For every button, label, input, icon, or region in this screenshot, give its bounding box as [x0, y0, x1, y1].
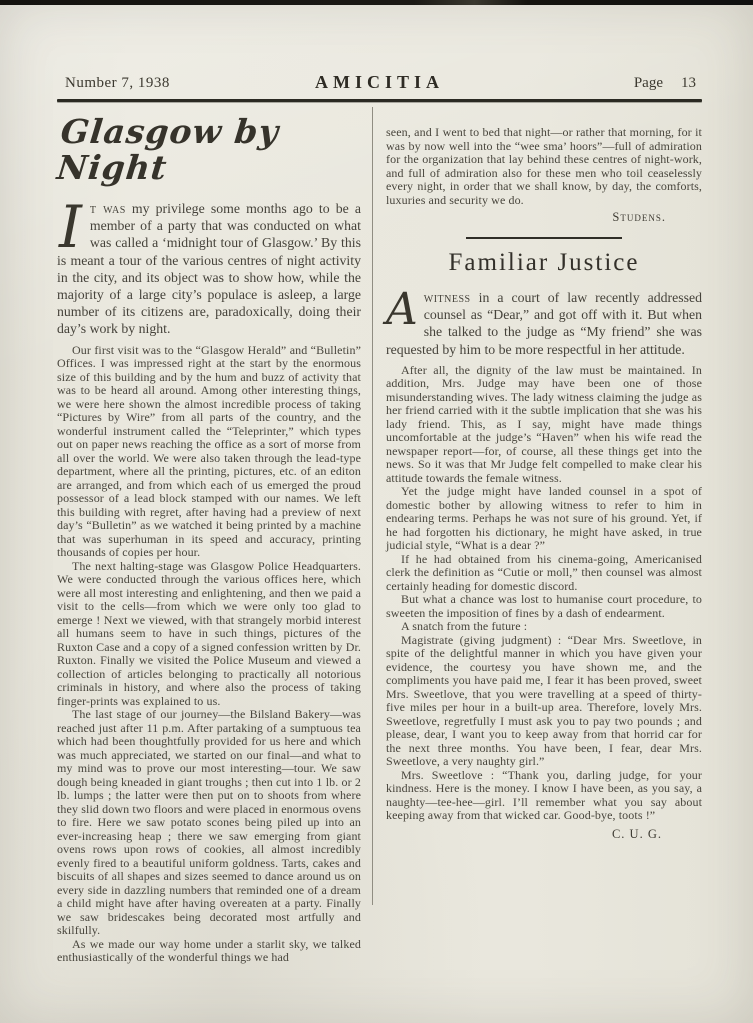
- scan-top-edge: [0, 0, 753, 5]
- article-familiar-justice: [386, 249, 702, 842]
- justice-paragraph: Magistrate (giving judgment) : “Dear Mrs. Sweetlove, in spite of the delightful manner in which you have given your evidence, the courtesy you have shown me, and the compliments you have paid me, I fear it has been proved, sweet Mrs. Sweetlove, that you were travelling at a speed of thirty-five miles per hour in a built-up area. Therefore, lovely Mrs. Sweetlove, regretfully I must ask you to pay two pounds ; and please, dear, I want you to keep away from that horrid car for the next three months. You have been, I fear, dear Mrs. Sweetlove, a very naughty girl.”: [386, 632, 702, 769]
- column-divider: [372, 107, 373, 905]
- section-divider-rule: [466, 237, 622, 239]
- drop-cap-i: I: [59, 193, 82, 261]
- page-number: [634, 75, 696, 92]
- glasgow-lead-paragraph: [57, 193, 362, 338]
- justice-lead-paragraph: [386, 284, 702, 358]
- glasgow-continuation-paragraph: seen, and I went to bed that night—or rather that morning, for it was by now well into the “wee sma’ hoors”—full of admiration for the organization that lay behind these centres of night-work, and full of admiration also for these men who toil ceaselessly every night, in order that we shall know, by day, the comforts, luxuries and security we do.: [386, 125, 702, 207]
- justice-paragraph: After all, the dignity of the law must be maintained. In addition, Mrs. Judge may have been one of those misunderstanding wives. The lady witness claiming the judge as her friend carried with it the subtle implication that she was his lady friend. This, as I say, might have made things uncomfortable at the judge’s “Haven” when his wife read the newspaper report—for, of course, all these things get into the news. So it was that Mr Judge felt compelled to make clear his attitude towards the female witness.: [386, 362, 702, 485]
- article-title-glasgow: Glasgow by Night: [55, 112, 281, 187]
- article-title-familiar-justice: Familiar Justice: [448, 249, 640, 276]
- page-header: [57, 72, 702, 96]
- page-label: Page: [633, 75, 663, 91]
- justice-signature: C. U. G.: [611, 826, 662, 841]
- glasgow-paragraph: As we made our way home under a starlit sky, we talked enthusiastically of the wonderful things we had: [57, 936, 361, 965]
- glasgow-lead-opening: t was: [89, 201, 126, 216]
- header-rule: [57, 99, 702, 102]
- glasgow-signature: Studens.: [612, 210, 666, 224]
- issue-number: Number 7, 1938: [65, 75, 170, 91]
- glasgow-paragraph: The last stage of our journey—the Bilsland Bakery—was reached just after 11 p.m. After partaking of a sumptuous tea which had been thoughtfully provided for us here and which was much appreciated, we started on our final—and what to my mind was to prove our most interesting—tour. We saw dough being kneaded in giant troughs ; then cut into 1 lb. or 2 lb. lumps ; the latter were then put on to shoots from where they slid down two floors and were placed in enormous ovens to fire. Here we saw potato scones being piled up into an ever-increasing heap ; there we saw emerging from giant ovens rows upon rows of cookies, all almost incredibly evenly fired to a beautiful uniform goldness. Tarts, cakes and biscuits of all shapes and sizes seemed to dance around us on every side in dazzling numbers that reminded one of a dream a child might have after having overeaten at a party. Finally we saw bridescakes being decorated most artfully and skilfully.: [57, 707, 361, 938]
- justice-lead-text: in a court of law recently addressed counsel as “Dear,” and got off with it. But when she talked to the judge as “My friend” she was requested by him to be more respectful in her attitude.: [386, 290, 702, 357]
- justice-paragraph: Yet the judge might have landed counsel in a spot of domestic bother by allowing witness to refer to him in endearing terms. Perhaps he was not sure of his ground. Yet, if he had forgotten his dictionary, he might have asked, in true judicial style, “What is a dear ?”: [386, 484, 702, 553]
- justice-paragraph: Mrs. Sweetlove : “Thank you, darling judge, for your kindness. Here is the money. I know I have been, as you say, a naughty—tee-hee—girl. I’ll remember what you say about keeping away from that wicked car. Good-bye, toots !”: [386, 767, 702, 823]
- article-glasgow-by-night: [57, 108, 361, 965]
- page-number-value: 13: [681, 75, 696, 91]
- glasgow-paragraph: The next halting-stage was Glasgow Police Headquarters. We were conducted through the various offices here, which were all most interesting and enlightening, and then we paid a visit to the cells—from which we were only too glad to emerge ! Next we viewed, with that strangely morbid interest all humans seem to have in such things, pictures of the Ruxton Case and a copy of a signed confession written by Dr. Ruxton. Finally we visited the Police Museum and viewed a collection of articles belonging to practically all notorious criminals in history, and where also the process of taking finger-prints was explained to us.: [57, 558, 361, 708]
- masthead-title: AMICITIA: [314, 72, 444, 92]
- glasgow-paragraph: Our first visit was to the “Glasgow Herald” and “Bulletin” Offices. I was impressed right at the start by the enormous size of this building and by the hum and buzz of activity that was to be heard all around. Among other interesting things, we were here shown the almost incredible process of taking “Pictures by Wire” from all parts of the country, and the wonderful instrument called the “Teleprinter,” which types out on paper news reaching the office as a sort of morse from all over the world. We were also taken through the lead-type department, where all the printing, pictures, etc. of an editon are arranged, and from which each of us emerged the proud possessor of a lead block stamped with our names. We left this building with regret, after having had a preview of next day’s “Bulletin” as we watched it being printed by a machine that was superhuman in its speed and accuracy, printing thousands of copies per hour.: [57, 342, 361, 560]
- justice-paragraph: But what a chance was lost to humanise court procedure, to sweeten the imposition of fines by a dash of endearment.: [386, 592, 702, 620]
- glasgow-lead-text: my privilege some months ago to be a member of a party that was conducted on what was called a ‘midnight tour of Glasgow.’ By this is meant a tour of the various centres of night activity in the city, and its object was to show how, while the majority of a large city’s populace is asleep, a large number of its citizens are, paradoxically, doing their day’s work by night.: [57, 201, 362, 337]
- right-column: [386, 108, 702, 842]
- justice-paragraph: A snatch from the future :: [401, 619, 528, 634]
- drop-cap-a: A: [386, 284, 418, 335]
- justice-lead-opening: witness: [423, 290, 471, 305]
- justice-paragraph: If he had obtained from his cinema-going, Americanised clerk the definition as “Cutie or moll,” then counsel was almost certainly heading for domestic discord.: [386, 551, 702, 593]
